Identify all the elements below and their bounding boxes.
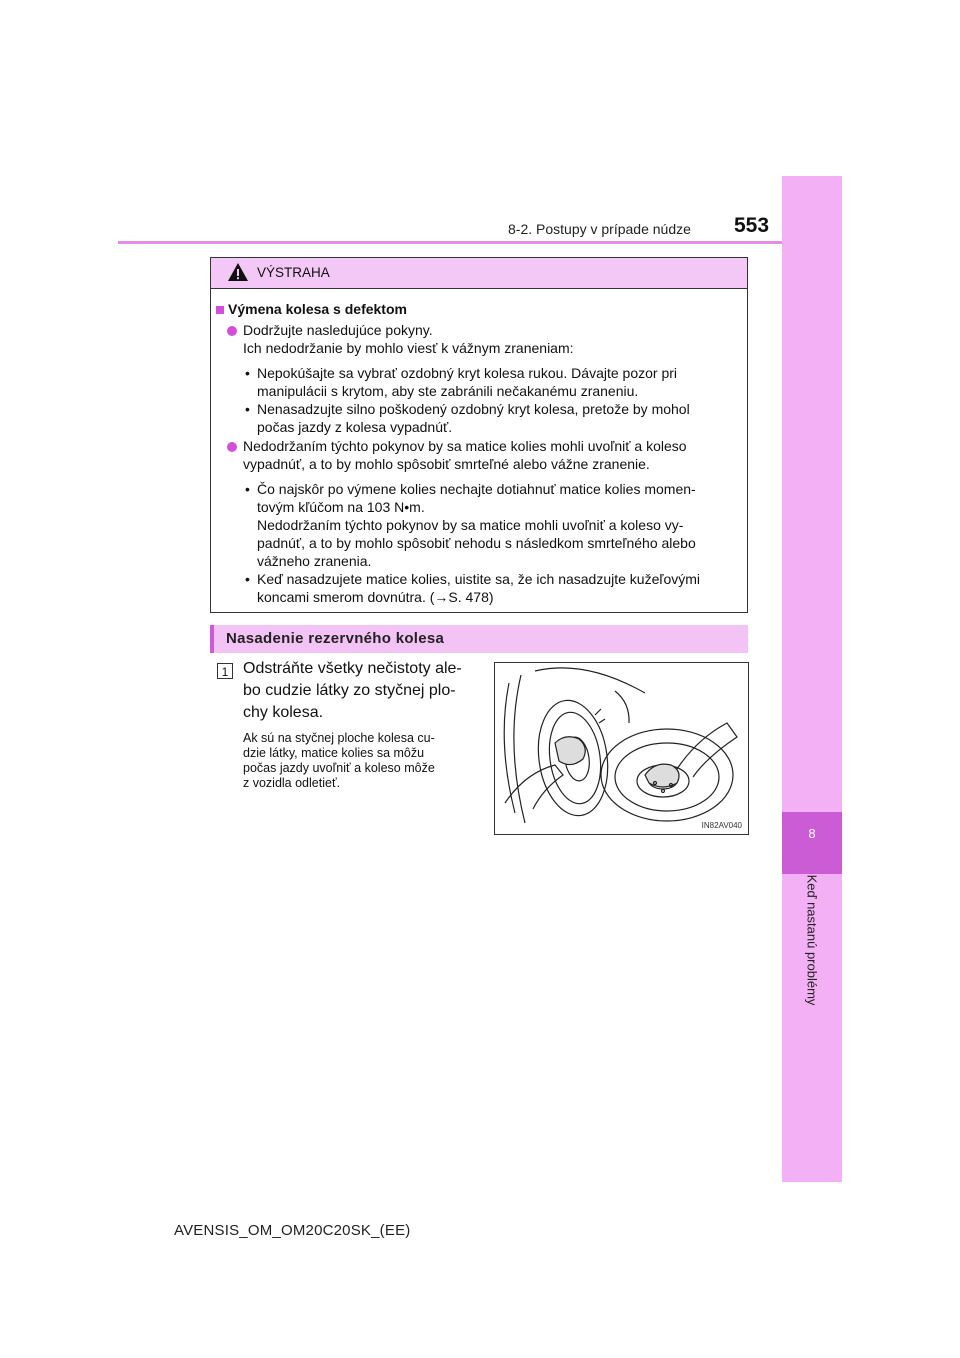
warning-text: Nedodržaním týchto pokynov by sa matice kolies mohli uvoľniť a koleso xyxy=(243,438,687,454)
step-text: Odstráňte všetky nečistoty ale- bo cudzie látky zo styčnej plo- chy kolesa. xyxy=(243,660,462,721)
warning-text: Nepokúšajte sa vybrať ozdobný kryt kolesa rukou. Dávajte pozor pri xyxy=(257,365,678,381)
warning-text: Keď nasadzujete matice kolies, uistite sa, že ich nasadzujte kužeľovými xyxy=(257,571,701,587)
warning-heading: Výmena kolesa s defektom xyxy=(216,301,407,318)
section-heading-text: Nasadenie rezervného kolesa xyxy=(226,630,445,647)
warning-title: VÝSTRAHA xyxy=(257,265,330,280)
warning-text: koncami smerom dovnútra. (→S. 478) xyxy=(257,589,494,605)
header-divider xyxy=(118,241,782,244)
wheel-cleaning-illustration xyxy=(494,662,749,835)
warning-text: vážneho zranenia. xyxy=(257,553,372,569)
warning-text: manipulácii s krytom, aby ste zabránili nečakanému zraneniu. xyxy=(257,383,639,399)
side-tab-number: 8 xyxy=(808,826,816,841)
square-bullet-icon xyxy=(216,306,224,314)
figure-code: IN82AV040 xyxy=(701,821,742,830)
warning-text: tovým kľúčom na 103 N•m. xyxy=(257,499,425,515)
warning-text: Ich nedodržanie by mohlo viesť k vážnym zraneniam: xyxy=(243,340,574,356)
round-bullet-icon xyxy=(227,326,237,336)
warning-text: Nedodržaním týchto pokynov by sa matice mohli uvoľniť a koleso vy- xyxy=(257,517,684,533)
list-bullet: • xyxy=(245,401,250,417)
side-tab-active xyxy=(782,812,842,874)
footer-doc-id: AVENSIS_OM_OM20C20SK_(EE) xyxy=(174,1222,411,1239)
list-bullet: • xyxy=(245,571,250,587)
side-tab-label: Keď nastanú problémy xyxy=(804,874,820,1006)
step-note: Ak sú na styčnej ploche kolesa cu- dzie látky, matice kolies sa môžu počas jazdy uvoľniť a koleso môže z vozidla odletieť. xyxy=(243,731,435,790)
warning-text: počas jazdy z kolesa vypadnúť. xyxy=(257,419,453,435)
page-number: 553 xyxy=(734,214,770,237)
warning-text: Čo najskôr po výmene kolies nechajte dotiahnuť matice kolies momen- xyxy=(257,481,696,497)
warning-text: Dodržujte nasledujúce pokyny. xyxy=(243,322,433,338)
round-bullet-icon xyxy=(227,442,237,452)
section-heading xyxy=(210,625,748,653)
warning-text: vypadnúť, a to by mohlo spôsobiť smrteľné alebo vážne zranenie. xyxy=(243,456,650,472)
warning-text: padnúť, a to by mohlo spôsobiť nehodu s následkom smrteľného alebo xyxy=(257,535,696,551)
section-title: 8-2. Postupy v prípade núdze xyxy=(508,221,691,237)
wheel-illustration-drawing xyxy=(495,663,748,834)
warning-box xyxy=(210,257,748,613)
list-bullet: • xyxy=(245,365,250,381)
warning-header xyxy=(211,258,747,289)
warning-triangle-icon xyxy=(227,262,249,282)
list-bullet: • xyxy=(245,481,250,497)
step-number-badge: 1 xyxy=(217,663,233,679)
warning-text: Nenasadzujte silno poškodený ozdobný kryt kolesa, pretože by mohol xyxy=(257,401,690,417)
side-tab xyxy=(782,176,842,1182)
